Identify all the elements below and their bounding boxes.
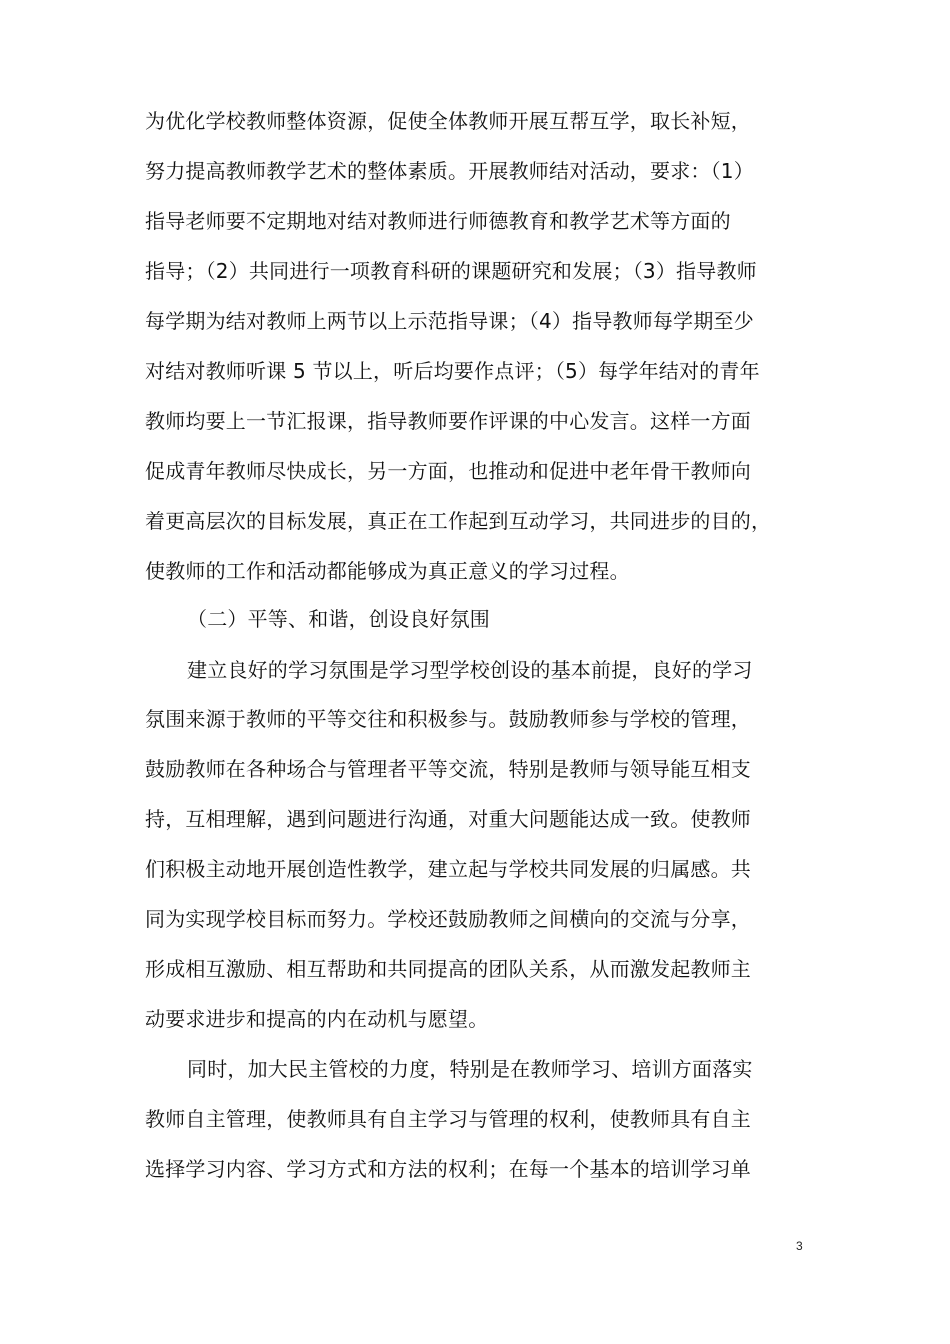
section-heading: （二）平等、和谐，创设良好氛围: [187, 607, 490, 631]
text-line: 选择学习内容、学习方式和方法的权利；在每一个基本的培训学习单: [145, 1157, 751, 1181]
text-line: 持，互相理解，遇到问题进行沟通，对重大问题能达成一致。使教师: [145, 807, 751, 831]
text-line: 指导老师要不定期地对结对教师进行师德教育和教学艺术等方面的: [145, 209, 731, 233]
text-line: 使教师的工作和活动都能够成为真正意义的学习过程。: [145, 559, 630, 583]
text-line: 动要求进步和提高的内在动机与愿望。: [145, 1007, 489, 1031]
text-line: 为优化学校教师整体资源，促使全体教师开展互帮互学，取长补短，: [145, 109, 751, 133]
text-line: 着更高层次的目标发展，真正在工作起到互动学习，共同进步的目的，: [145, 509, 772, 533]
text-line: 努力提高教师教学艺术的整体素质。开展教师结对活动，要求：（1）: [145, 159, 754, 183]
text-line: 对结对教师听课 5 节以上，听后均要作点评；（5）每学年结对的青年: [145, 359, 760, 383]
text-line: 教师自主管理，使教师具有自主学习与管理的权利，使教师具有自主: [145, 1107, 751, 1131]
paragraph-first-line: 同时，加大民主管校的力度，特别是在教师学习、培训方面落实: [187, 1057, 753, 1081]
text-line: 同为实现学校目标而努力。学校还鼓励教师之间横向的交流与分享，: [145, 907, 751, 931]
text-line: 促成青年教师尽快成长，另一方面，也推动和促进中老年骨干教师向: [145, 459, 751, 483]
page-number: 3: [796, 1239, 803, 1253]
paragraph-first-line: 建立良好的学习氛围是学习型学校创设的基本前提，良好的学习: [187, 658, 753, 682]
text-line: 氛围来源于教师的平等交往和积极参与。鼓励教师参与学校的管理，: [145, 707, 751, 731]
text-line: 指导；（2）共同进行一项教育科研的课题研究和发展；（3）指导教师: [145, 259, 757, 283]
text-line: 鼓励教师在各种场合与管理者平等交流，特别是教师与领导能互相支: [145, 757, 751, 781]
text-line: 形成相互激励、相互帮助和共同提高的团队关系，从而激发起教师主: [145, 957, 751, 981]
text-line: 每学期为结对教师上两节以上示范指导课；（4）指导教师每学期至少: [145, 309, 754, 333]
text-line: 教师均要上一节汇报课，指导教师要作评课的中心发言。这样一方面: [145, 409, 751, 433]
text-line: 们积极主动地开展创造性教学，建立起与学校共同发展的归属感。共: [145, 857, 751, 881]
